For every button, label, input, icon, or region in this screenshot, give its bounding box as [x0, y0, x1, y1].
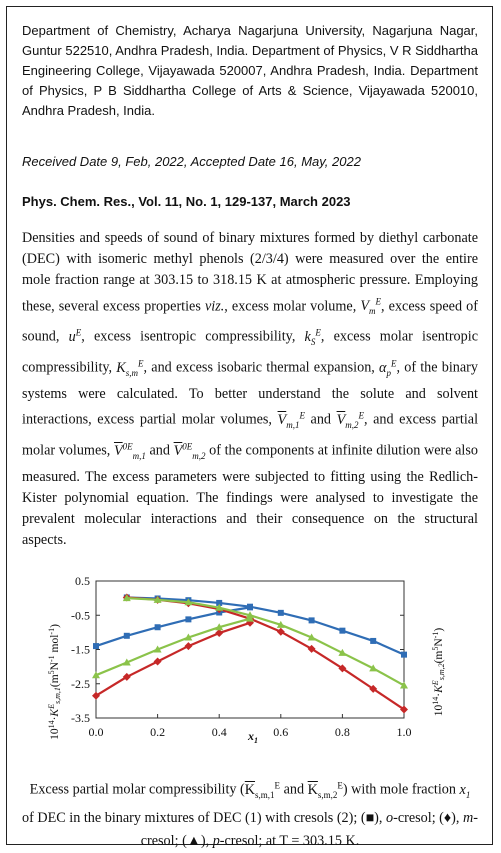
x-axis-label: $x_1$ [248, 729, 258, 745]
caption-text: of DEC in the binary mixtures of DEC (1) with cresols (2); ( [22, 809, 366, 826]
y-tick-label: -3.5 [71, 711, 90, 725]
caption-text: ), [374, 809, 386, 826]
caption-text: ), [451, 809, 463, 826]
affiliation: Department of Chemistry, Acharya Nagarjuna University, Nagarjuna Nagar, Guntur 522510, Andhra Pradesh, India. Department of Physics, V R Siddhartha Engineering College, Vijayawada 520007, Andhra Pradesh, India. Department of Physics, P B Siddhartha College of Arts & Science, Vijayawada 520010, Andhra Pradesh, India. [22, 23, 478, 118]
figure-caption [22, 774, 478, 853]
caption-text: and [280, 781, 308, 798]
series-line-square-1 [96, 607, 250, 646]
data-point-square [309, 617, 315, 623]
symbol-ksm1: $\overline{K}_{s,m,1}^E$ [244, 780, 281, 800]
caption-text: ) with mole fraction [342, 781, 460, 798]
diamond-marker-glyph: ♦ [443, 809, 452, 826]
journal-citation: Phys. Chem. Res., Vol. 11, No. 1, 129-137, March 2023 [22, 194, 351, 209]
series-line-diamond-1 [96, 623, 250, 696]
abstract [22, 228, 478, 551]
y-tick-label: -0.5 [71, 608, 90, 623]
abstract-text: , excess molar isentropic compressibility, [22, 329, 478, 376]
abstract-text: , and excess isobaric thermal expansion, [143, 359, 380, 376]
abstract-viz: viz. [204, 298, 225, 315]
abstract-text: , and excess partial molar volumes, [22, 411, 479, 459]
symbol-ue: $u^E$ [68, 327, 82, 346]
x-tick-label: 0.4 [211, 725, 227, 739]
caption-text: p [212, 832, 220, 849]
compressibility-chart [22, 572, 478, 770]
svg-text:1014·KEs,m,1(m5N-1 mol-1): $10^{14}\cdot K^E_{s,m,1}(m^5N^{-1}$ mol$^{-1}$) [47, 624, 62, 740]
caption-text: o [386, 809, 394, 826]
data-point-square [185, 616, 191, 622]
data-point-square [155, 624, 161, 630]
caption-text: -cresol; at T = 303.15 K. [219, 832, 360, 849]
symbol-x1: $x_1$ [459, 781, 471, 800]
data-point-square [93, 643, 99, 649]
data-point-square [401, 652, 407, 658]
x-tick-label: 0.6 [273, 725, 289, 739]
figure [22, 572, 478, 770]
symbol-v0m2: $\overline{V}^{0E}_{m,2}$ [173, 440, 206, 461]
data-point-square [124, 633, 130, 639]
abstract-text: Densities and speeds of sound of binary mixtures formed by diethyl carbonate (DEC) with isomeric methyl phenols (2/3/4) were measured over the entire mole fraction range at 303.15 to 318.15 K at atmospheric pressure. Employing these, several excess properties [22, 230, 478, 315]
triangle-marker-glyph: ▲ [186, 832, 201, 849]
symbol-alphape: $\alpha_p^E$ [379, 358, 397, 378]
caption-text: Excess partial molar compressibility ( [29, 781, 245, 798]
abstract-text: , excess speed of sound, [22, 298, 478, 346]
y-tick-label: -2.5 [71, 676, 90, 691]
x-tick-label: 0.2 [150, 725, 166, 739]
caption-text: -cresol; ( [140, 809, 478, 849]
y-tick-label: -1.5 [71, 642, 90, 657]
abstract-text: , of the binary systems were calculated. To better understand the solute and solvent interactions, excess partial molar volumes, [22, 359, 478, 428]
x-tick-label: 0.0 [88, 725, 104, 739]
symbol-vm2: $\overline{V}_{m,2}^E$ [336, 410, 365, 430]
series-line-triangle-1 [96, 619, 250, 676]
data-point-square [339, 628, 345, 634]
symbol-v0m1: $\overline{V}^{0E}_{m,1}$ [113, 440, 146, 461]
series-line-diamond-2 [127, 597, 404, 709]
data-point-diamond [215, 629, 223, 637]
caption-text: m [463, 809, 474, 826]
abstract-text: , excess isentropic compressibility, [81, 329, 305, 346]
abstract-text: and [304, 411, 337, 428]
data-point-square [247, 604, 253, 610]
symbol-ksm2: $\overline{K}_{s,m,2}^E$ [307, 780, 343, 800]
symbol-kse: $k_S^E$ [304, 327, 321, 347]
data-point-diamond [154, 657, 162, 665]
data-point-square [278, 610, 284, 616]
series-line-triangle-2 [127, 598, 404, 685]
abstract-text: of the components at infinite dilution were also measured. The excess parameters were subjected to fitting using the Redlich-Kister polynomial equation. The findings were analysed to investigate the prevalent molecular interactions and their consequence on the structural aspects. [22, 442, 478, 549]
abstract-text: and [145, 442, 174, 459]
symbol-vm1: $\overline{V}_{m,1}^E$ [277, 410, 305, 430]
x-tick-label: 1.0 [396, 725, 412, 739]
y-axis-label-left [47, 624, 62, 740]
data-point-square [370, 638, 376, 644]
symbol-ksme: $K_{s,m}^E$ [116, 358, 144, 378]
abstract-text: , excess molar volume, [224, 298, 361, 315]
caption-text: -cresol; ( [393, 809, 444, 826]
y-tick-label: 0.5 [75, 574, 90, 588]
plot-frame [96, 581, 404, 718]
square-marker-glyph: ■ [365, 809, 375, 826]
received-date: Received Date 9, Feb, 2022, Accepted Date 16, May, 2022 [22, 154, 361, 169]
svg-text:1014·KEs,m,2(m5N-1): $10^{14}\cdot K^E_{s,m,2}(m^5N^{-1})$ [431, 627, 446, 717]
caption-text: ), [200, 832, 213, 849]
y-axis-label-right [431, 628, 446, 717]
x-tick-label: 0.8 [334, 725, 350, 739]
data-point-diamond [184, 642, 192, 650]
symbol-vme: $V_m^E$ [360, 296, 382, 317]
